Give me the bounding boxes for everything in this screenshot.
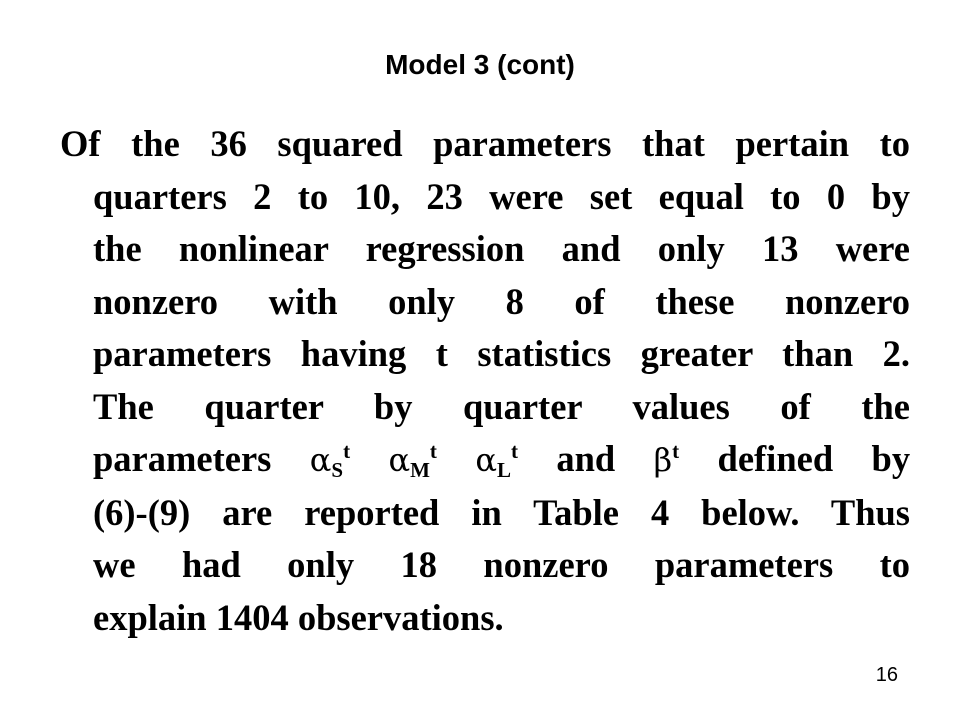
text-line: nonzero with only 8 of these nonzero xyxy=(93,280,910,322)
symbol-line xyxy=(93,433,910,487)
subscript-s: S xyxy=(331,458,344,482)
alpha-glyph: α xyxy=(388,441,411,479)
body-paragraph xyxy=(60,118,910,644)
symbol-line-prefix: parameters xyxy=(93,438,272,479)
alpha-glyph: α xyxy=(309,441,332,479)
text-line: the nonlinear regression and only 13 were xyxy=(93,228,910,269)
text-line-last: explain 1404 observations. xyxy=(93,596,504,638)
text-line: we had only 18 nonzero parameters to xyxy=(93,544,910,585)
superscript-t: t xyxy=(343,439,351,463)
page-number: 16 xyxy=(875,664,898,686)
alpha-m-symbol xyxy=(388,438,437,482)
text-line: parameters having t statistics greater than 2. xyxy=(93,333,910,374)
alpha-s-symbol xyxy=(309,438,351,482)
beta-symbol xyxy=(654,438,680,479)
subscript-m: M xyxy=(410,458,430,482)
slide-title: Model 3 (cont) xyxy=(385,49,575,80)
superscript-t: t xyxy=(672,439,680,463)
superscript-t: t xyxy=(429,439,437,463)
subscript-l: L xyxy=(496,458,511,482)
alpha-glyph: α xyxy=(475,441,497,479)
text-line: quarters 2 to 10, 23 were set equal to 0 by xyxy=(93,175,910,217)
text-line: (6)-(9) are reported in Table 4 below. Thus xyxy=(93,491,910,533)
symbol-line-suffix: defined by xyxy=(717,438,911,479)
alpha-l-symbol xyxy=(475,438,518,482)
beta-glyph: β xyxy=(653,441,673,479)
text-line: Of the 36 squared parameters that pertain to xyxy=(60,123,910,164)
symbol-line-and: and xyxy=(556,438,616,479)
superscript-t: t xyxy=(510,439,518,463)
text-line: The quarter by quarter values of the xyxy=(93,385,910,427)
